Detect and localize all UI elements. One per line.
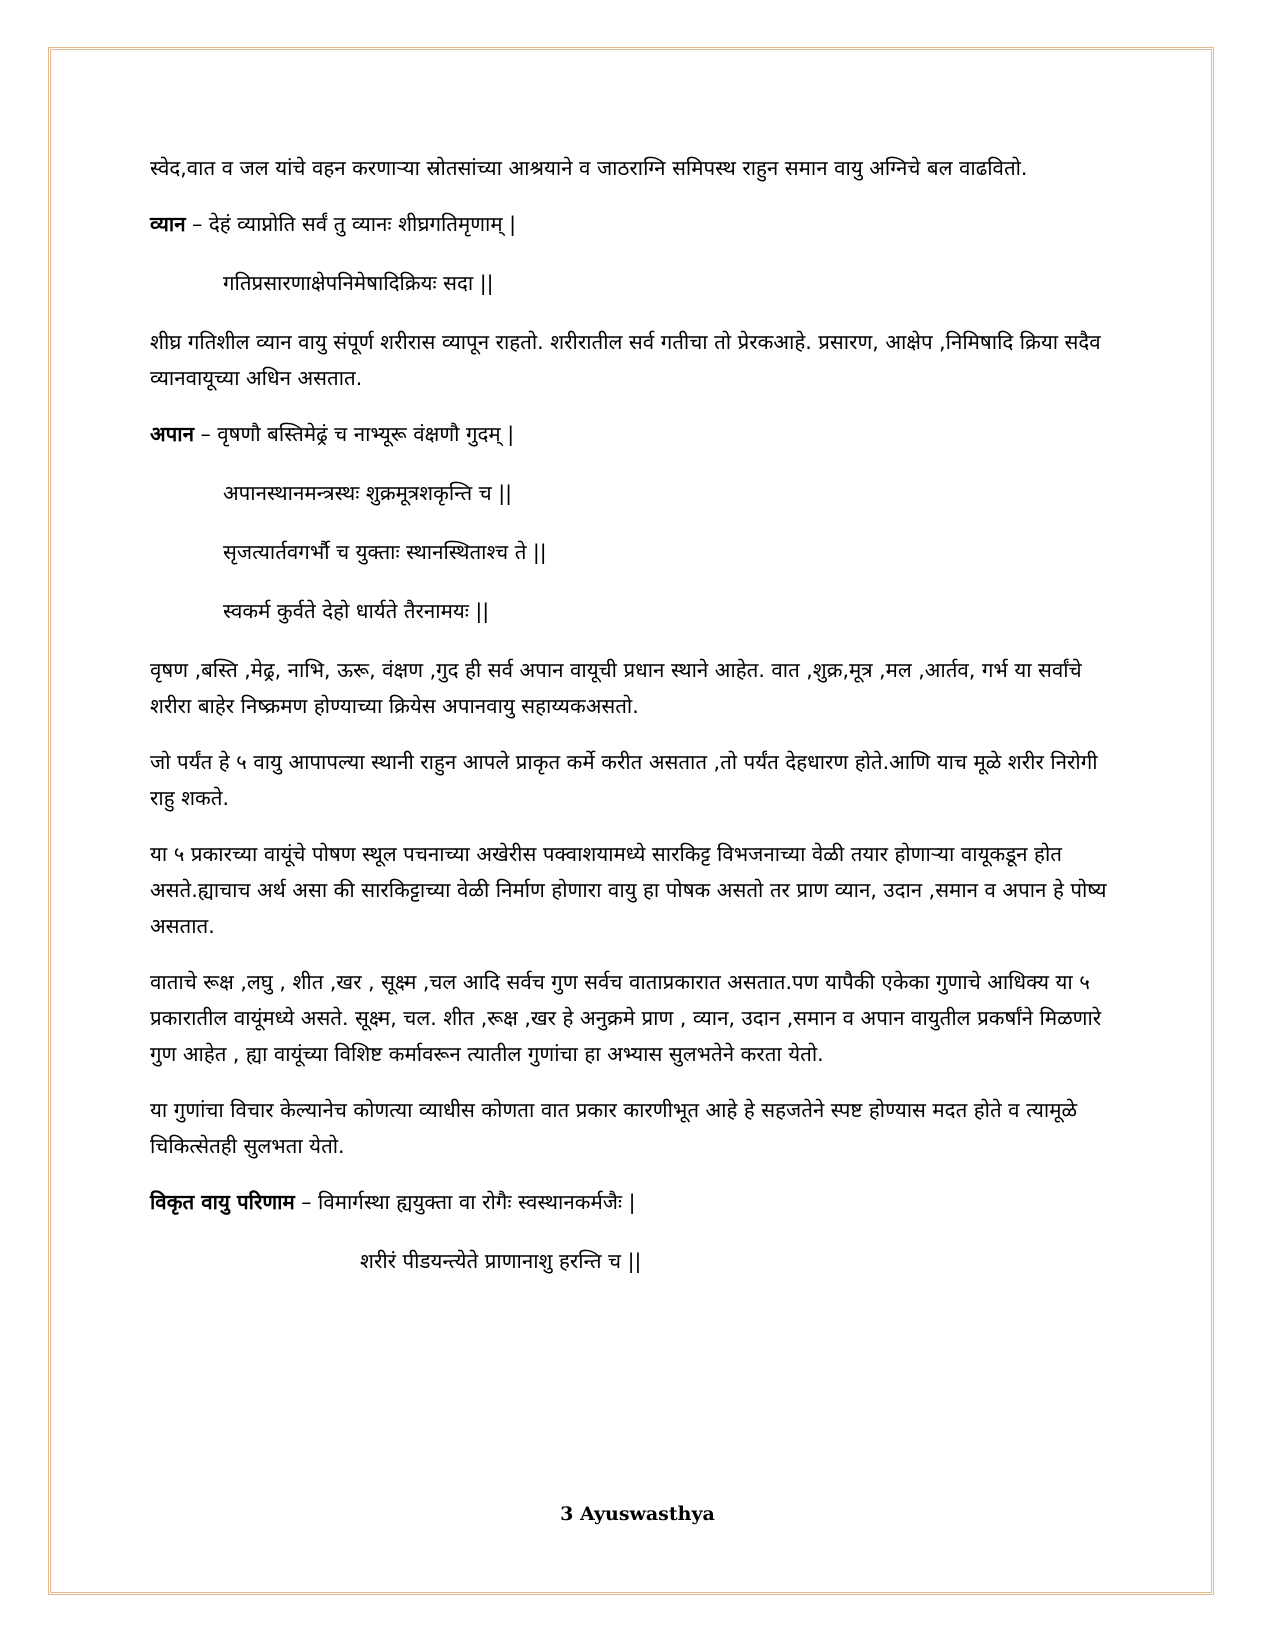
apan-verse-line-4: स्वकर्म कुर्वते देहो धार्यते तैरनामयः || [223, 599, 490, 623]
vyan-verse-line-2: गतिप्रसारणाक्षेपनिमेषादिक्रियः सदा || [223, 271, 494, 295]
vikrut-verse-line-2: शरीरं पीडयन्त्येते प्राणानाशु हरन्ति च || [360, 1249, 642, 1273]
apan-verse-line-2: अपानस्थानमन्त्रस्थः शुक्रमूत्रशकृन्ति च || [223, 481, 513, 505]
paragraph-vata-gunas: वाताचे रूक्ष ,लघु , शीत ,खर , सूक्ष्म ,चल आदि सर्वच गुण सर्वच वाताप्रकारात असतात.पण यापैकी एकेका गुणाचे आधिक्य या ५ प्रकारातील वायूंमध्ये असते. सूक्ष्म, चल. शीत ,रूक्ष ,खर हे अनुक्रमे प्राण , व्यान, उदान ,समान व अपान वायुतील प्रकर्षांने मिळणारे गुण आहेत , ह्या वायूंच्या विशिष्ट कर्मावरून त्यातील गुणांचा हा अभ्यास सुलभतेने करता येतो. [150, 970, 1102, 1066]
paragraph-apan-description: वृषण ,बस्ति ,मेढ्र, नाभि, ऊरू, वंक्षण ,गुद ही सर्व अपान वायूची प्रधान स्थाने आहेत. वात ,शुक्र,मूत्र ,मल ,आर्तव, गर्भ या सर्वांचे शरीरा बाहेर निष्क्रमण होण्याच्या क्रियेस अपानवायु सहाय्यकअसतो. [150, 658, 1082, 718]
apan-verse-line-3: सृजत्यार्तवगर्भौ च युक्ताः स्थानस्थिताश्च ते || [223, 540, 547, 564]
paragraph-guna-analysis: या गुणांचा विचार केल्यानेच कोणत्या व्याधीस कोणता वात प्रकार कारणीभूत आहे हे सहजतेने स्पष्ट होण्यास मदत होते व त्यामूळे चिकित्सेतही सुलभता येतो. [150, 1098, 1078, 1158]
apan-heading: अपान [150, 422, 194, 446]
page-footer: 3 Ayuswasthya [560, 1503, 715, 1525]
vikrut-verse-text-1: – विमार्गस्था ह्ययुक्ता वा रोगैः स्वस्थानकर्मजैः | [294, 1190, 636, 1214]
vyan-heading: व्यान [150, 212, 186, 236]
vikrut-verse-line-1 [150, 1184, 1125, 1220]
paragraph-five-vayu: जो पर्यंत हे ५ वायु आपापल्या स्थानी राहुन आपले प्राकृत कर्मे करीत असतात ,तो पर्यंत देहधारण होते.आणि याच मूळे शरीर निरोगी राहु शकते. [150, 750, 1098, 810]
apan-verse-text-1: – वृषणौ बस्तिमेढ्रं च नाभ्यूरू वंक्षणौ गुदम् | [194, 422, 515, 446]
paragraph-vayu-nourishment: या ५ प्रकारच्या वायूंचे पोषण स्थूल पचनाच्या अखेरीस पक्वाशयामध्ये सारकिट्ट विभजनाच्या वेळी तयार होणाऱ्या वायूकडून होत असते.ह्याचाच अर्थ असा की सारकिट्टाच्या वेळी निर्माण होणारा वायु हा पोषक असतो तर प्राण व्यान, उदान ,समान व अपान हे पोष्य असतात. [150, 842, 1107, 938]
apan-verse-line-1 [150, 416, 1125, 452]
paragraph-vyan-description: शीघ्र गतिशील व्यान वायु संपूर्ण शरीरास व्यापून राहतो. शरीरातील सर्व गतीचा तो प्रेरकआहे. प्रसारण, आक्षेप ,निमिषादि क्रिया सदैव व्यानवायूच्या अधिन असतात. [150, 330, 1101, 390]
vyan-verse-text-1: – देहं व्याप्नोति सर्वं तु व्यानः शीघ्रगतिमृणाम् | [185, 212, 517, 236]
vyan-verse-line-1 [150, 206, 1125, 242]
paragraph-saman-vayu: स्वेद,वात व जल यांचे वहन करणाऱ्या स्रोतसांच्या आश्रयाने व जाठराग्नि समिपस्थ राहुन समान वायु अग्निचे बल वाढवितो. [150, 156, 1028, 180]
page-body [150, 150, 1125, 1302]
vikrut-vayu-heading: विकृत वायु परिणाम [150, 1190, 295, 1214]
